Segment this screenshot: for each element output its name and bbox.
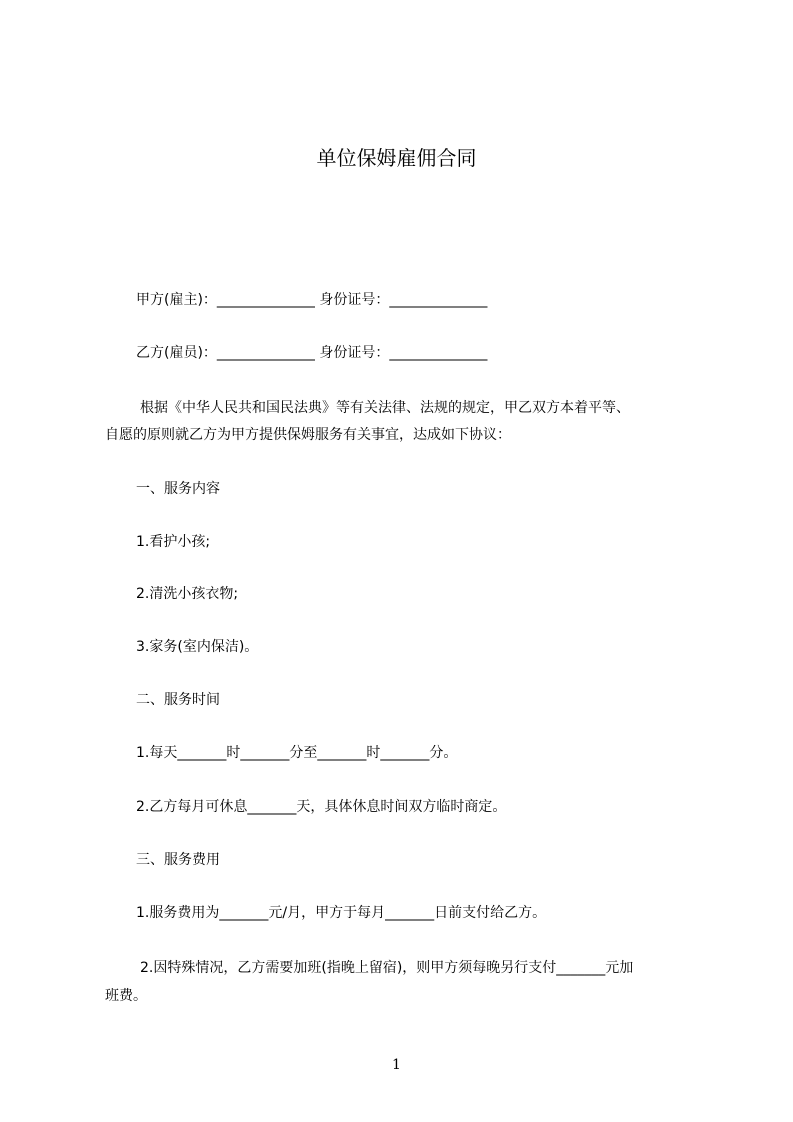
list-item: 2.清洗小孩衣物; [136,586,239,602]
party-a-line: 甲方(雇主)：______________ 身份证号：______________ [136,292,488,308]
section-heading-service-time: 二、服务时间 [136,692,220,708]
section-heading-service-fee: 三、服务费用 [136,852,220,868]
preamble-line-2: 自愿的原则就乙方为甲方提供保姆服务有关事宜，达成如下协议： [105,427,511,443]
document-title: 单位保姆雇佣合同 [316,146,477,170]
section-heading-service-content: 一、服务内容 [136,481,220,497]
list-item: 2.因特殊情况，乙方需要加班(指晚上留宿)，则甲方须每晚另行支付_______元加 [140,960,634,976]
list-item: 1.每天_______时_______分至_______时_______分。 [136,745,458,761]
preamble-line-1: 根据《中华人民共和国民法典》等有关法律、法规的规定，甲乙双方本着平等、 [140,400,630,416]
party-b-line: 乙方(雇员)：______________ 身份证号：______________ [136,345,488,361]
list-item-continuation: 班费。 [105,988,147,1004]
list-item: 3.家务(室内保洁)。 [136,639,259,655]
list-item: 1.看护小孩; [136,534,211,550]
page-number: 1 [392,1057,401,1073]
list-item: 1.服务费用为_______元/月，甲方于每月_______日前支付给乙方。 [136,905,547,921]
list-item: 2.乙方每月可休息_______天，具体休息时间双方临时商定。 [136,799,507,815]
